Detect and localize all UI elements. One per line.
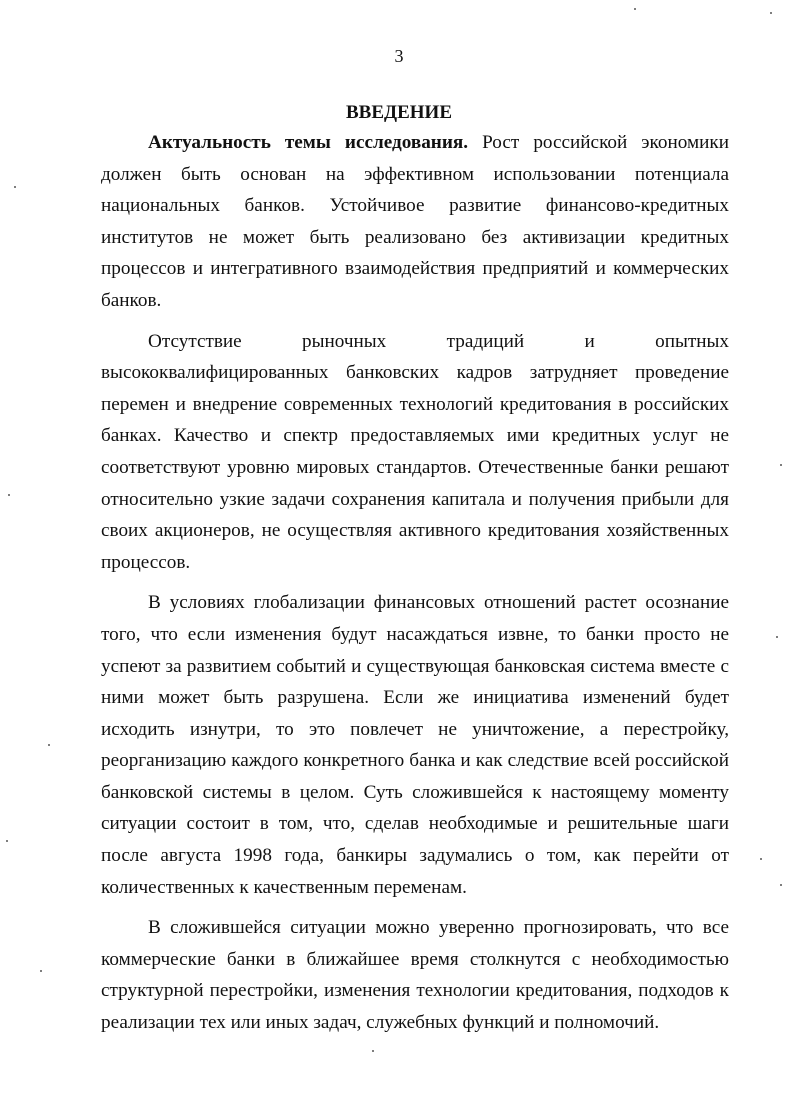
paragraph-globalization: В условиях глобализации финансовых отношений растет осознание того, что если изменения будут насаждаться извне, то банки просто не успеют за развитием событий и существующая банковская система вместе с ними может быть разрушена. Если же инициатива изменений будет исходить изнутри, то это повлечет не уничтожение, а перестройку, реорганизацию каждого конкретного банка и как следствие всей российской банковской системы в целом. Суть сложившейся к настоящему моменту ситуации состоит в том, что, сделав необходимые и решительные шаги после августа 1998 года, банкиры задумались о том, как перейти от количественных к качественным переменам. [101, 592, 729, 898]
scan-speck [770, 12, 772, 14]
body-text [101, 127, 729, 1039]
scan-speck [634, 8, 636, 10]
scan-speck [48, 744, 50, 746]
scan-speck [780, 464, 782, 466]
paragraph-lead: Актуальность темы исследования. [148, 132, 469, 153]
paragraph-traditions: Отсутствие рыночных традиций и опытных высококвалифицированных банковских кадров затрудняет проведение перемен и внедрение современных технологий кредитования в российских банках. Качество и спектр предоставляемых ими кредитных услуг не соответствуют уровню мировых стандартов. Отечественные банки решают относительно узкие задачи сохранения капитала и получения прибыли для своих акционеров, не осуществляя активного кредитования хозяйственных процессов. [101, 330, 729, 573]
paragraph-relevance [101, 127, 729, 317]
paragraph-text: Рост российской экономики должен быть основан на эффективном использовании потенциала национальных банков. Устойчивое развитие финансово-кредитных институтов не может быть реализовано без активизации кредитных процессов и интегративного взаимодействия предприятий и коммерческих банков. [101, 132, 729, 311]
page-number: 3 [394, 46, 404, 66]
section-heading: ВВЕДЕНИЕ [346, 102, 452, 123]
paragraph-forecast: В сложившейся ситуации можно уверенно прогнозировать, что все коммерческие банки в ближайшее время столкнутся с необходимостью структурной перестройки, изменения технологии кредитования, подходов к реализации тех или иных задач, служебных функций и полномочий. [101, 917, 729, 1034]
scan-speck [372, 1050, 374, 1052]
scan-speck [780, 884, 782, 886]
scan-speck [760, 858, 762, 860]
scan-speck [14, 186, 16, 188]
scan-speck [776, 636, 778, 638]
scan-speck [40, 970, 42, 972]
scan-speck [6, 840, 8, 842]
scan-speck [8, 494, 10, 496]
